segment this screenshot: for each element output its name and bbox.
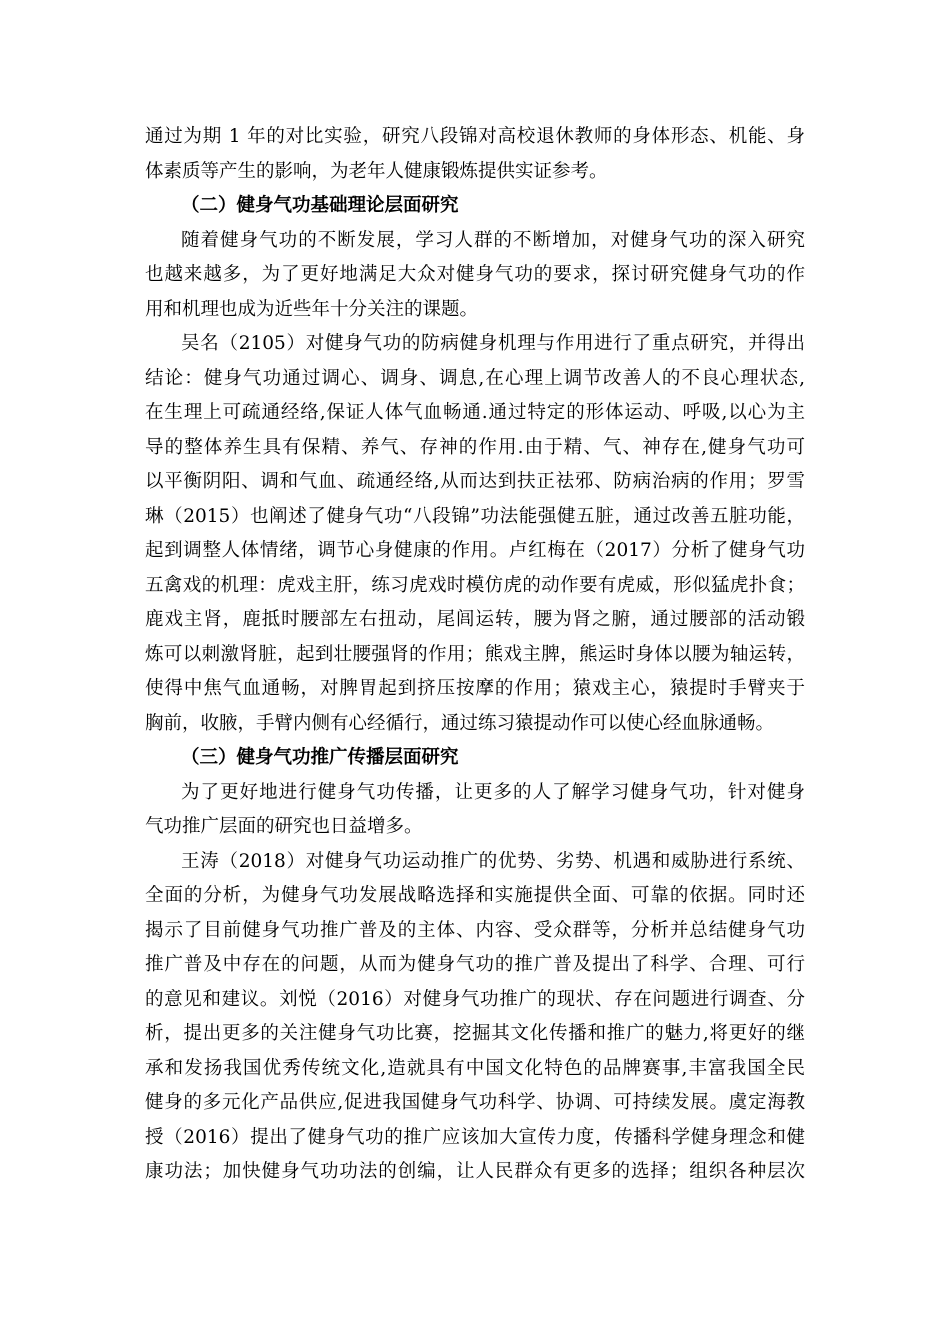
paragraph-line: 王涛（2018）对健身气功运动推广的优势、劣势、机遇和威胁进行系统、 (181, 851, 805, 872)
paragraph-line: 气功推广层面的研究也日益增多。 (145, 816, 423, 837)
paragraph-line: 揭示了目前健身气功推广普及的主体、内容、受众群等，分析并总结健身气功 (145, 920, 805, 941)
paragraph-line: 授（2016）提出了健身气功的推广应该加大宣传力度，传播科学健身理念和健 (145, 1127, 805, 1148)
paragraph-line: 随着健身气功的不断发展，学习人群的不断增加，对健身气功的深入研究 (181, 230, 805, 251)
section-heading: （三）健身气功推广传播层面研究 (181, 747, 459, 768)
paragraph-line: 通过为期 1 年的对比实验，研究八段锦对高校退休教师的身体形态、机能、身 (145, 126, 805, 147)
paragraph-line: 导的整体养生具有保精、养气、存神的作用.由于精、气、神存在,健身气功可 (145, 437, 805, 458)
paragraph-line: 的意见和建议。刘悦（2016）对健身气功推广的现状、存在问题进行调查、分 (145, 989, 805, 1010)
paragraph-line: 健身的多元化产品供应,促进我国健身气功科学、协调、可持续发展。虞定海教 (145, 1092, 805, 1113)
paragraph-line: 推广普及中存在的问题，从而为健身气功的推广普及提出了科学、合理、可行 (145, 954, 805, 975)
paragraph-line: 起到调整人体情绪，调节心身健康的作用。卢红梅在（2017）分析了健身气功 (145, 540, 805, 561)
paragraph-line: 琳（2015）也阐述了健身气功“八段锦”功法能强健五脏，通过改善五脏功能， (145, 506, 805, 527)
paragraph-line: 体素质等产生的影响，为老年人健康锻炼提供实证参考。 (145, 161, 608, 182)
paragraph-line: 承和发扬我国优秀传统文化,造就具有中国文化特色的品牌赛事,丰富我国全民 (145, 1058, 805, 1079)
paragraph-line: 胸前，收腋，手臂内侧有心经循行，通过练习猿提动作可以使心经血脉通畅。 (145, 713, 775, 734)
paragraph-line: 炼可以刺激肾脏，起到壮腰强肾的作用；熊戏主脾，熊运时身体以腰为轴运转， (145, 644, 805, 665)
paragraph-line: 鹿戏主肾，鹿抵时腰部左右扭动，尾闾运转，腰为肾之腑，通过腰部的活动锻 (145, 609, 805, 630)
paragraph-line: 康功法；加快健身气功功法的创编，让人民群众有更多的选择；组织各种层次 (145, 1161, 805, 1182)
section-heading: （二）健身气功基础理论层面研究 (181, 195, 459, 216)
paragraph-line: 五禽戏的机理：虎戏主肝，练习虎戏时模仿虎的动作要有虎威，形似猛虎扑食； (145, 575, 805, 596)
paragraph-line: 全面的分析，为健身气功发展战略选择和实施提供全面、可靠的依据。同时还 (145, 885, 805, 906)
paragraph-line: 在生理上可疏通经络,保证人体气血畅通.通过特定的形体运动、呼吸,以心为主 (145, 402, 805, 423)
paragraph-line: 结论：健身气功通过调心、调身、调息,在心理上调节改善人的不良心理状态, (145, 368, 805, 389)
paragraph-line: 析，提出更多的关注健身气功比赛，挖掘其文化传播和推广的魅力,将更好的继 (145, 1023, 805, 1044)
paragraph-line: 为了更好地进行健身气功传播，让更多的人了解学习健身气功，针对健身 (181, 782, 805, 803)
paragraph-line: 以平衡阴阳、调和气血、疏通经络,从而达到扶正祛邪、防病治病的作用；罗雪 (145, 471, 805, 492)
paragraph-line: 使得中焦气血通畅，对脾胃起到挤压按摩的作用；猿戏主心，猿提时手臂夹于 (145, 678, 805, 699)
paragraph-line: 用和机理也成为近些年十分关注的课题。 (145, 299, 479, 320)
paragraph-line: 也越来越多，为了更好地满足大众对健身气功的要求，探讨研究健身气功的作 (145, 264, 805, 285)
paragraph-line: 吴名（2105）对健身气功的防病健身机理与作用进行了重点研究，并得出 (181, 333, 805, 354)
